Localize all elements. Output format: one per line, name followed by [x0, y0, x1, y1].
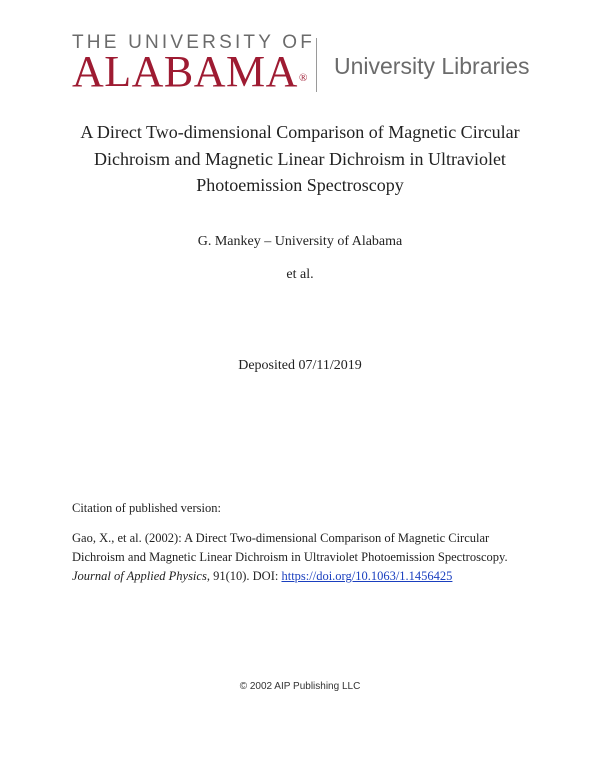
- document-title: [40, 119, 560, 199]
- journal-name: Journal of Applied Physics: [72, 569, 207, 583]
- citation-line: [72, 567, 542, 586]
- title-line: Dichroism and Magnetic Linear Dichroism in Ultraviolet: [94, 148, 506, 169]
- copyright-notice: © 2002 AIP Publishing LLC: [239, 681, 361, 692]
- citation-line: Gao, X., et al. (2002): A Direct Two-dimensional Comparison of Magnetic Circular: [72, 531, 490, 545]
- logo-libraries-text: University Libraries: [334, 53, 530, 79]
- title-line: Photoemission Spectroscopy: [196, 175, 404, 195]
- citation-text: [72, 529, 542, 586]
- logo-top-line: THE UNIVERSITY OF: [72, 32, 316, 53]
- citation-label: Citation of published version:: [72, 501, 221, 515]
- doi-link[interactable]: https://doi.org/10.1063/1.1456425: [281, 569, 453, 583]
- logo-wordmark-text: ALABAMA: [72, 47, 298, 96]
- citation-line: Dichroism and Magnetic Linear Dichroism in Ultraviolet Photoemission Spectroscopy.: [72, 550, 508, 564]
- logo-divider: [316, 38, 317, 92]
- university-logo: [72, 32, 532, 96]
- title-line: A Direct Two-dimensional Comparison of Magnetic Circular: [80, 122, 520, 142]
- logo-wordmark: [72, 48, 308, 96]
- registered-mark: ®: [298, 72, 308, 84]
- author-line: G. Mankey – University of Alabama: [197, 234, 403, 249]
- deposited-date: Deposited 07/11/2019: [238, 358, 362, 373]
- et-al: et al.: [286, 267, 314, 282]
- volume-issue: , 91(10). DOI:: [206, 569, 282, 583]
